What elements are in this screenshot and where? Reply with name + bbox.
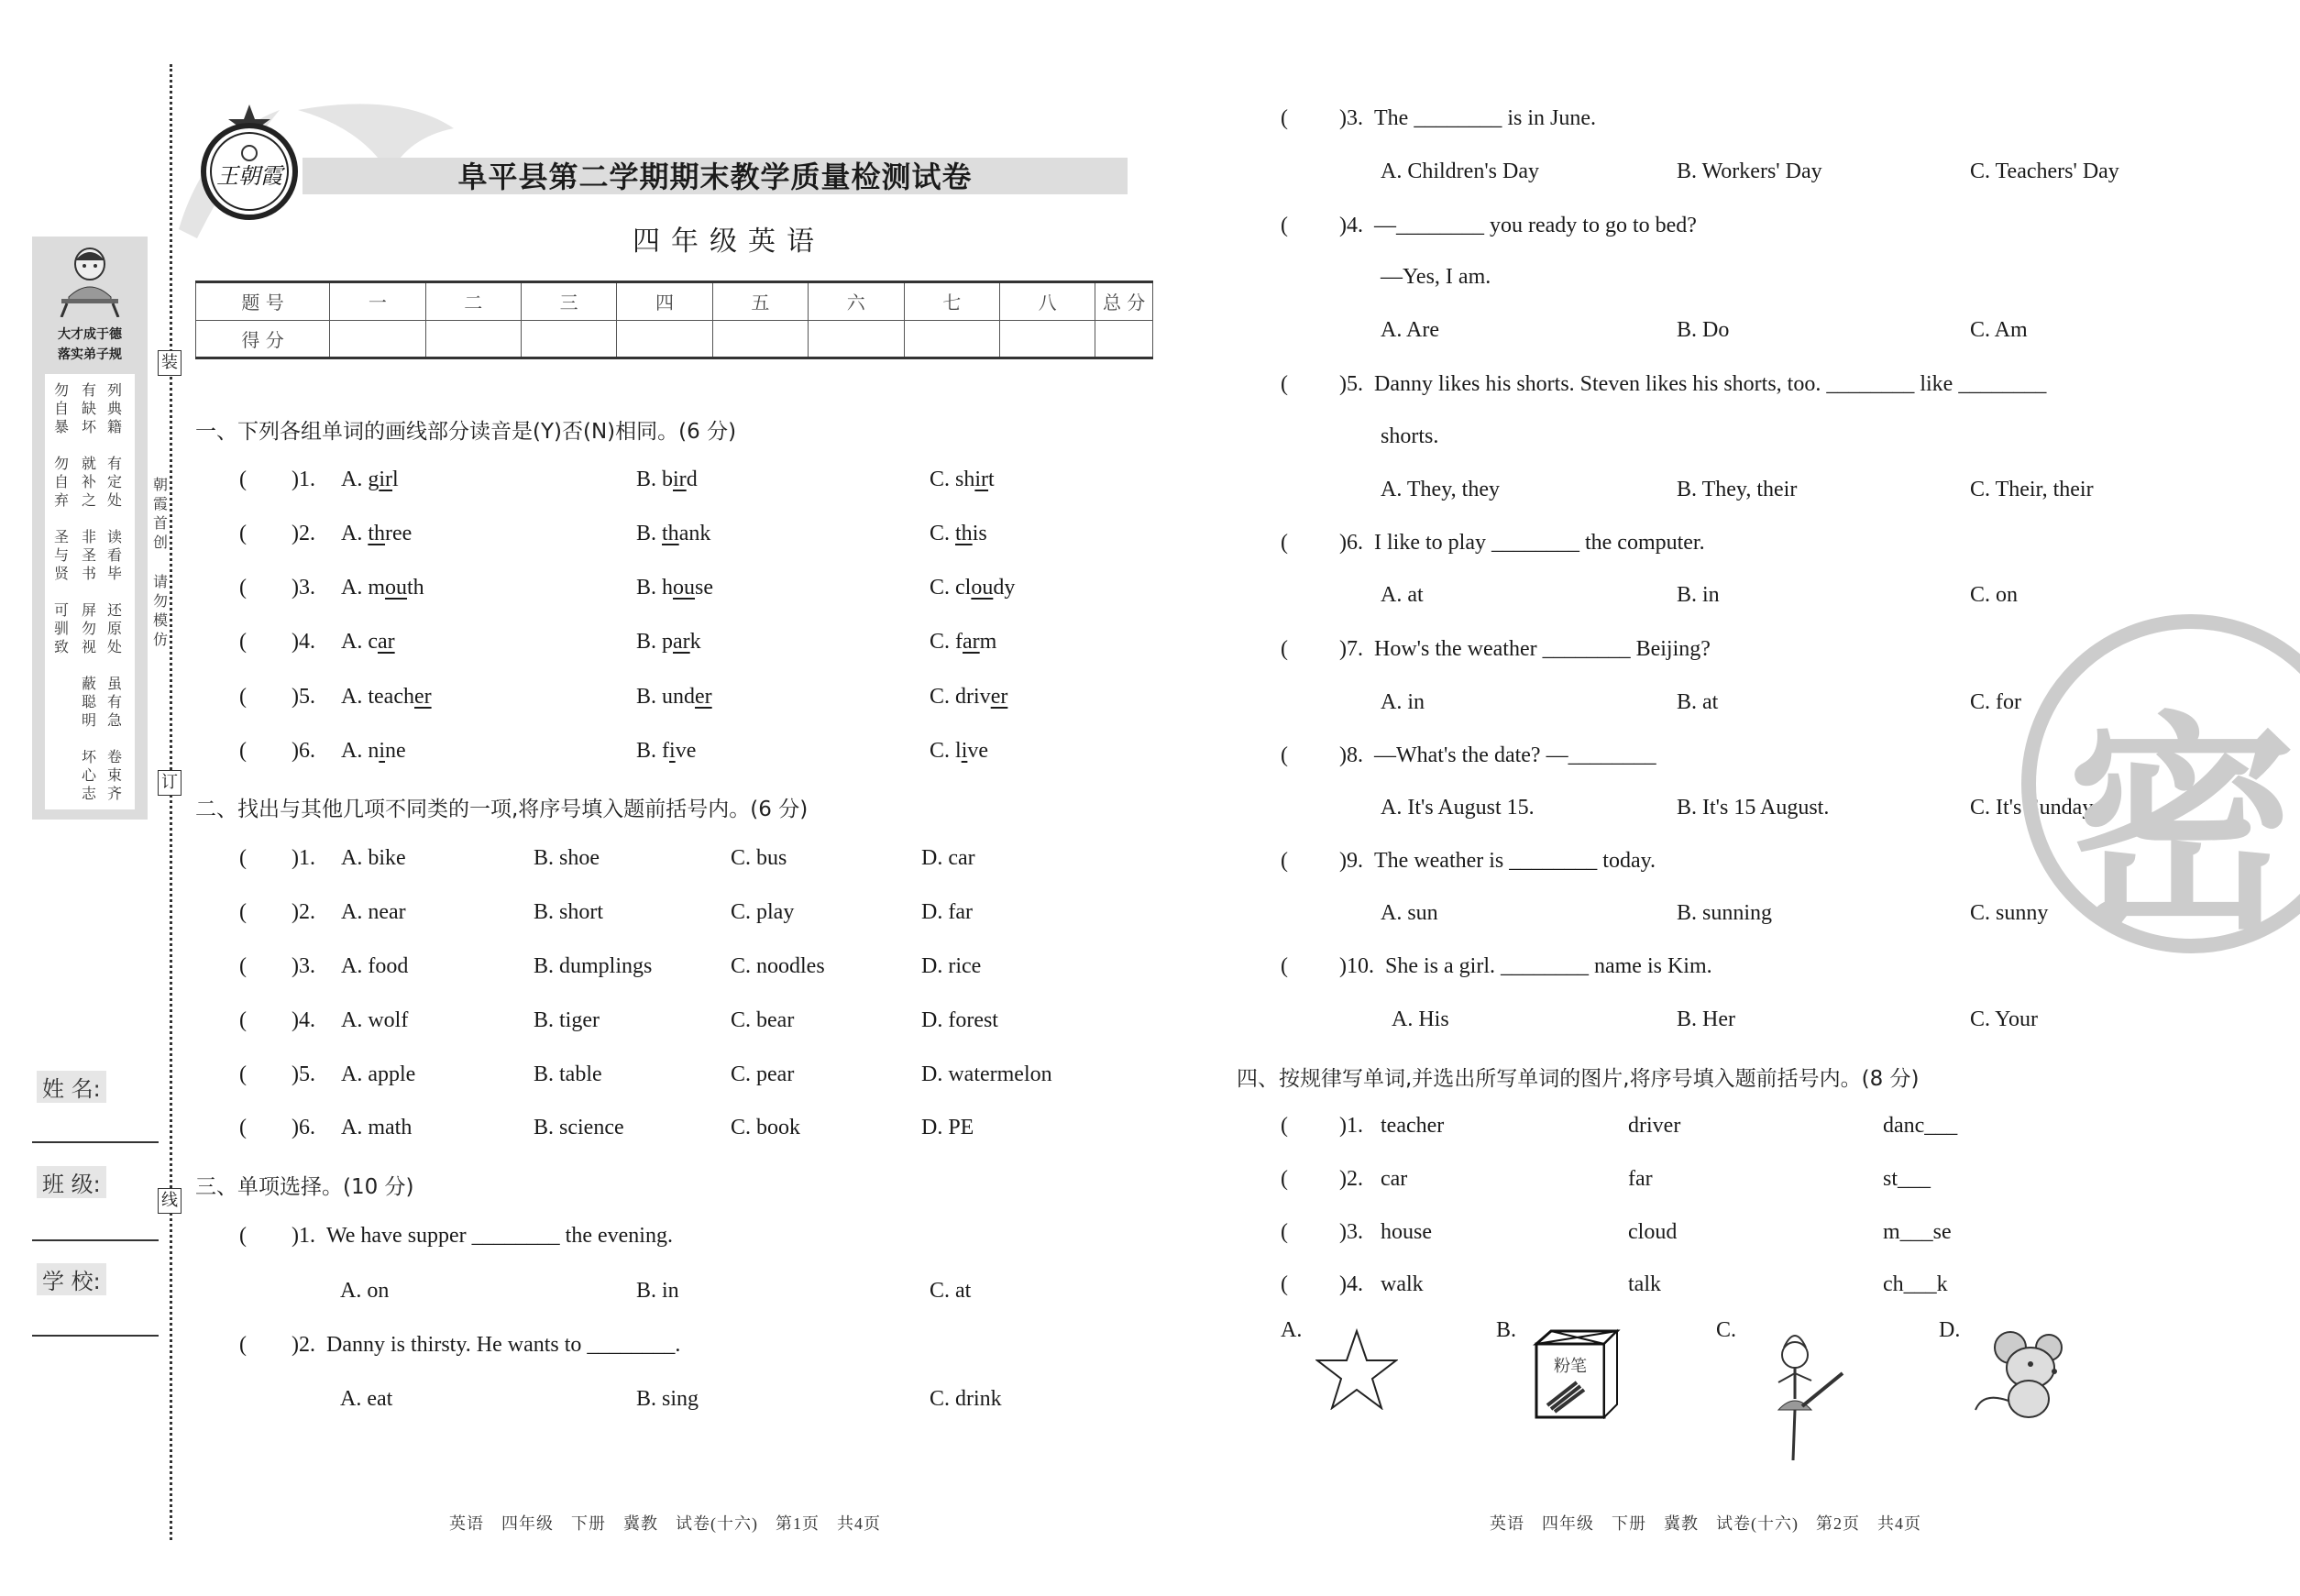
option: A. Children's Day bbox=[1381, 160, 1539, 183]
verse-line: 非圣书 bbox=[82, 528, 97, 582]
answer-bracket: ( bbox=[239, 1224, 247, 1248]
score-header-cell: 七 bbox=[904, 282, 999, 321]
option: C. noodles bbox=[731, 954, 825, 978]
answer-bracket: ( bbox=[239, 739, 247, 763]
pattern-word: talk bbox=[1628, 1272, 1661, 1296]
word-part: l bbox=[392, 468, 399, 491]
question-text: I like to play ________ the computer. bbox=[1374, 531, 1705, 555]
option: C. at bbox=[930, 1279, 972, 1303]
underlined-letters: th bbox=[955, 522, 973, 545]
option: A. apple bbox=[341, 1062, 416, 1086]
option bbox=[341, 630, 395, 655]
option: C. pear bbox=[731, 1062, 795, 1086]
option: B. sing bbox=[636, 1387, 699, 1411]
underlined-letters: er bbox=[413, 685, 432, 709]
score-header-cell: 一 bbox=[330, 282, 425, 321]
school-label: 学 校: bbox=[37, 1263, 106, 1295]
question-number: )9. bbox=[1339, 849, 1363, 873]
option bbox=[930, 468, 995, 492]
option bbox=[636, 576, 713, 600]
option: B. tiger bbox=[534, 1008, 600, 1032]
option: B. table bbox=[534, 1062, 602, 1086]
verse-line: 卷束齐 bbox=[107, 748, 123, 802]
word-to-complete: m___se bbox=[1883, 1220, 1952, 1244]
class-label: 班 级: bbox=[37, 1166, 106, 1198]
option: A. on bbox=[340, 1279, 390, 1303]
score-table bbox=[195, 281, 1153, 359]
underlined-letters: ar bbox=[673, 630, 690, 654]
option bbox=[341, 739, 406, 764]
question-number: )3. bbox=[1339, 1220, 1363, 1244]
verse-line: 虽有急 bbox=[107, 675, 123, 729]
answer-bracket: ( bbox=[1281, 1167, 1288, 1191]
option-label: C. bbox=[930, 739, 951, 763]
option-label: B. bbox=[636, 685, 657, 709]
word-part: h bbox=[662, 576, 674, 600]
score-cell[interactable] bbox=[999, 320, 1095, 358]
option: C. Your bbox=[1970, 1007, 2039, 1031]
question-number: )7. bbox=[1339, 637, 1363, 661]
option-label: C. bbox=[930, 630, 951, 654]
word-part: th bbox=[407, 576, 424, 600]
option: C. It's Sunday. bbox=[1970, 796, 2097, 820]
option: A. Are bbox=[1381, 318, 1439, 342]
score-cell[interactable] bbox=[809, 320, 904, 358]
pattern-word: house bbox=[1381, 1220, 1432, 1244]
option: A. wolf bbox=[341, 1008, 409, 1032]
option bbox=[636, 630, 701, 655]
question-number: )4. bbox=[292, 1008, 315, 1032]
question-number: )2. bbox=[292, 1333, 315, 1357]
option: C. play bbox=[731, 900, 795, 924]
question-number: )2. bbox=[292, 522, 315, 545]
verse-column bbox=[82, 381, 100, 821]
option: B. in bbox=[1677, 583, 1720, 607]
option bbox=[341, 685, 432, 710]
underlined-letters: i bbox=[669, 739, 676, 763]
picture-label: A. bbox=[1281, 1318, 1303, 1342]
option: D. forest bbox=[921, 1008, 998, 1032]
verse-line: 读看毕 bbox=[107, 528, 123, 582]
ballet-dancer-icon bbox=[1751, 1327, 1852, 1469]
pattern-word: far bbox=[1628, 1167, 1653, 1191]
answer-bracket: ( bbox=[239, 630, 247, 654]
section-2-heading: 二、找出与其他几项不同类的一项,将序号填入题前括号内。(6 分) bbox=[195, 798, 809, 821]
word-to-complete: ch___k bbox=[1883, 1272, 1948, 1296]
score-cell[interactable] bbox=[330, 320, 425, 358]
score-cell[interactable] bbox=[617, 320, 712, 358]
option-label: C. bbox=[930, 576, 951, 600]
answer-bracket: ( bbox=[1281, 637, 1288, 661]
picture-label: B. bbox=[1496, 1318, 1517, 1342]
option: C. Am bbox=[1970, 318, 2028, 342]
option: B. shoe bbox=[534, 846, 600, 870]
option: A. in bbox=[1381, 690, 1425, 714]
question-text: Danny is thirsty. He wants to ________. bbox=[326, 1333, 681, 1357]
option bbox=[341, 576, 424, 600]
underlined-letters: ou bbox=[673, 576, 696, 600]
option-label: C. bbox=[930, 685, 951, 709]
word-part: b bbox=[662, 468, 674, 491]
question-number: )6. bbox=[292, 1116, 315, 1139]
word-part: m bbox=[368, 576, 386, 600]
question-text: She is a girl. ________ name is Kim. bbox=[1385, 954, 1712, 978]
copyright-notice: 朝霞首创 bbox=[152, 476, 168, 551]
option: C. sunny bbox=[1970, 901, 2049, 925]
word-part: f bbox=[955, 630, 963, 654]
answer-bracket: ( bbox=[239, 576, 247, 600]
option: D. rice bbox=[921, 954, 982, 978]
word-to-complete: danc___ bbox=[1883, 1114, 1958, 1138]
word-part: sh bbox=[955, 468, 975, 491]
option: A. eat bbox=[340, 1387, 393, 1411]
option: B. Workers' Day bbox=[1677, 160, 1822, 183]
word-part: n bbox=[368, 739, 380, 763]
question-text: —What's the date? —________ bbox=[1374, 743, 1656, 767]
verse-line: 勿自弃 bbox=[54, 455, 70, 509]
question-number: )2. bbox=[292, 900, 315, 924]
chalk-box-icon bbox=[1531, 1327, 1623, 1424]
score-cell[interactable] bbox=[712, 320, 808, 358]
copyright-notice-2: 请勿模仿 bbox=[152, 573, 168, 648]
answer-bracket: ( bbox=[239, 1008, 247, 1032]
answer-bracket: ( bbox=[239, 1333, 247, 1357]
word-part: k bbox=[689, 630, 701, 654]
option bbox=[636, 739, 696, 764]
option: B. at bbox=[1677, 690, 1719, 714]
option-label: C. bbox=[930, 468, 951, 491]
watermark-character: 密 bbox=[2067, 693, 2296, 960]
option: C. for bbox=[1970, 690, 2021, 714]
svg-text:王朝霞: 王朝霞 bbox=[216, 163, 282, 189]
question-number: )10. bbox=[1339, 954, 1374, 978]
score-cell[interactable] bbox=[904, 320, 999, 358]
student-reading-icon bbox=[58, 244, 122, 317]
answer-bracket: ( bbox=[239, 1116, 247, 1139]
option: A. sun bbox=[1381, 901, 1438, 925]
verse-column bbox=[107, 381, 126, 821]
option bbox=[930, 630, 996, 655]
question-text: —Yes, I am. bbox=[1381, 265, 1491, 289]
option-label: B. bbox=[636, 468, 657, 491]
underlined-letters: ou bbox=[971, 576, 994, 600]
word-part: is bbox=[972, 522, 987, 545]
option-label: A. bbox=[341, 739, 363, 763]
score-value-row bbox=[196, 320, 1153, 358]
word-part: cl bbox=[955, 576, 972, 600]
pattern-word: teacher bbox=[1381, 1114, 1445, 1138]
option-label: C. bbox=[930, 522, 951, 545]
verse-line: 圣与贤 bbox=[54, 528, 70, 582]
option-label: B. bbox=[636, 739, 657, 763]
underlined-letters: i bbox=[379, 739, 386, 763]
answer-bracket: ( bbox=[1281, 849, 1288, 873]
verse-panel bbox=[45, 374, 135, 809]
answer-bracket: ( bbox=[239, 685, 247, 709]
section-4-heading: 四、按规律写单词,并选出所写单词的图片,将序号填入题前括号内。(8 分) bbox=[1237, 1067, 1920, 1091]
score-header-cell: 六 bbox=[809, 282, 904, 321]
binding-dotted-line bbox=[170, 64, 172, 1540]
option: C. on bbox=[1970, 583, 2019, 607]
score-header-row bbox=[196, 282, 1153, 321]
verse-line: 还原处 bbox=[107, 601, 123, 655]
underlined-letters: ar bbox=[963, 630, 980, 654]
answer-bracket: ( bbox=[1281, 106, 1288, 130]
option bbox=[636, 685, 712, 710]
verse-line: 勿自暴 bbox=[54, 381, 70, 435]
word-to-complete: st___ bbox=[1883, 1167, 1931, 1191]
verse-line: 坏心志 bbox=[82, 748, 97, 802]
option: B. It's 15 August. bbox=[1677, 796, 1830, 820]
option: B. short bbox=[534, 900, 604, 924]
underlined-letters: th bbox=[662, 522, 679, 545]
word-part: ve bbox=[675, 739, 697, 763]
option: C. Their, their bbox=[1970, 478, 2094, 501]
name-field[interactable] bbox=[32, 1141, 159, 1143]
option bbox=[930, 576, 1015, 600]
motto-line-2: 落实弟子规 bbox=[58, 347, 122, 362]
question-number: )5. bbox=[292, 685, 315, 709]
question-number: )3. bbox=[292, 576, 315, 600]
underlined-letters: er bbox=[695, 685, 712, 709]
answer-bracket: ( bbox=[239, 522, 247, 545]
word-part: d bbox=[686, 468, 698, 491]
option: D. PE bbox=[921, 1116, 974, 1139]
question-number: )4. bbox=[292, 630, 315, 654]
question-text: The weather is ________ today. bbox=[1374, 849, 1656, 873]
word-part: driv bbox=[955, 685, 991, 709]
binding-mark-ding: 订 bbox=[158, 770, 182, 796]
answer-bracket: ( bbox=[239, 1062, 247, 1086]
option: B. Her bbox=[1677, 1007, 1735, 1031]
section-3-heading: 三、单项选择。(10 分) bbox=[195, 1175, 414, 1199]
word-part: teach bbox=[368, 685, 414, 709]
class-field[interactable] bbox=[32, 1239, 159, 1241]
word-part: dy bbox=[993, 576, 1016, 600]
name-label: 姓 名: bbox=[37, 1071, 106, 1103]
option-label: B. bbox=[636, 576, 657, 600]
question-number: )4. bbox=[1339, 214, 1363, 237]
option: B. dumplings bbox=[534, 954, 653, 978]
answer-bracket: ( bbox=[239, 846, 247, 870]
option: A. math bbox=[341, 1116, 413, 1139]
motto-sidebar bbox=[32, 237, 148, 820]
word-part: ne bbox=[385, 739, 406, 763]
option bbox=[636, 468, 698, 492]
option: D. car bbox=[921, 846, 975, 870]
score-header-cell: 五 bbox=[712, 282, 808, 321]
word-part: ree bbox=[385, 522, 413, 545]
underlined-letters: er bbox=[990, 685, 1008, 709]
option-label: A. bbox=[341, 522, 363, 545]
option-label: A. bbox=[341, 468, 363, 491]
exam-subtitle: 四年级英语 bbox=[633, 226, 825, 258]
question-text: —________ you ready to go to bed? bbox=[1374, 214, 1697, 237]
answer-bracket: ( bbox=[1281, 1220, 1288, 1244]
answer-bracket: ( bbox=[1281, 372, 1288, 396]
question-number: )1. bbox=[292, 468, 315, 491]
verse-line: 列典籍 bbox=[107, 381, 123, 435]
question-number: )1. bbox=[1339, 1114, 1363, 1138]
verse-line: 可驯致 bbox=[54, 601, 70, 655]
option: B. in bbox=[636, 1279, 679, 1303]
mouse-icon bbox=[1974, 1327, 2074, 1424]
question-text: We have supper ________ the evening. bbox=[326, 1224, 673, 1248]
question-text: shorts. bbox=[1381, 424, 1439, 448]
question-text: Danny likes his shorts. Steven likes his shorts, too. ________ like ________ bbox=[1374, 372, 2047, 396]
score-header-cell: 八 bbox=[999, 282, 1095, 321]
option: B. Do bbox=[1677, 318, 1730, 342]
section-1-heading: 一、下列各组单词的画线部分读音是(Y)否(N)相同。(6 分) bbox=[195, 420, 737, 444]
star-icon bbox=[1315, 1327, 1398, 1414]
option-label: A. bbox=[341, 685, 363, 709]
pattern-word: walk bbox=[1381, 1272, 1424, 1296]
question-number: )4. bbox=[1339, 1272, 1363, 1296]
underlined-letters: i bbox=[961, 739, 968, 763]
question-number: )5. bbox=[1339, 372, 1363, 396]
score-cell[interactable] bbox=[425, 320, 521, 358]
score-header-cell: 总 分 bbox=[1095, 282, 1153, 321]
option bbox=[341, 468, 399, 492]
pattern-word: cloud bbox=[1628, 1220, 1678, 1244]
option: A. It's August 15. bbox=[1381, 796, 1535, 820]
word-part: m bbox=[979, 630, 997, 654]
question-number: )1. bbox=[292, 846, 315, 870]
brand-logo bbox=[197, 103, 303, 222]
word-part: ve bbox=[967, 739, 989, 763]
score-cell[interactable] bbox=[1095, 320, 1153, 358]
answer-bracket: ( bbox=[1281, 743, 1288, 767]
option bbox=[930, 739, 988, 764]
picture-label: D. bbox=[1939, 1318, 1961, 1342]
underlined-letters: ir bbox=[974, 468, 989, 491]
pattern-word: driver bbox=[1628, 1114, 1681, 1138]
answer-bracket: ( bbox=[1281, 1272, 1288, 1296]
option: C. Teachers' Day bbox=[1970, 160, 2119, 183]
question-number: )8. bbox=[1339, 743, 1363, 767]
option: A. near bbox=[341, 900, 406, 924]
question-number: )1. bbox=[292, 1224, 315, 1248]
verse-line: 有缺坏 bbox=[82, 381, 97, 435]
question-number: )5. bbox=[292, 1062, 315, 1086]
question-number: )2. bbox=[1339, 1167, 1363, 1191]
binding-mark-zhuang: 装 bbox=[158, 350, 182, 376]
underlined-letters: ou bbox=[385, 576, 408, 600]
underlined-letters: ar bbox=[378, 630, 395, 654]
answer-bracket: ( bbox=[1281, 214, 1288, 237]
verse-line: 就补之 bbox=[82, 455, 97, 509]
word-part: p bbox=[662, 630, 674, 654]
binding-mark-xian: 线 bbox=[158, 1188, 182, 1214]
question-number: )3. bbox=[1339, 106, 1363, 130]
score-header-label: 题 号 bbox=[196, 282, 330, 321]
answer-bracket: ( bbox=[1281, 531, 1288, 555]
question-text: How's the weather ________ Beijing? bbox=[1374, 637, 1711, 661]
score-header-cell: 三 bbox=[521, 282, 616, 321]
svg-text:粉笔: 粉笔 bbox=[1554, 1357, 1587, 1376]
underlined-letters: ir bbox=[673, 468, 687, 491]
option: C. book bbox=[731, 1116, 801, 1139]
option: A. They, they bbox=[1381, 478, 1500, 501]
verse-column bbox=[54, 381, 72, 675]
option: A. His bbox=[1392, 1007, 1449, 1031]
school-field[interactable] bbox=[32, 1335, 159, 1337]
underlined-letters: th bbox=[368, 522, 386, 545]
option: A. food bbox=[341, 954, 409, 978]
answer-bracket: ( bbox=[239, 468, 247, 491]
question-text: The ________ is in June. bbox=[1374, 106, 1596, 130]
option: A. at bbox=[1381, 583, 1424, 607]
word-part: f bbox=[662, 739, 670, 763]
option bbox=[636, 522, 710, 546]
score-header-cell: 二 bbox=[425, 282, 521, 321]
option-label: B. bbox=[636, 630, 657, 654]
footer-page-1: 英语 四年级 下册 冀教 试卷(十六) 第1页 共4页 bbox=[449, 1514, 881, 1533]
score-cell[interactable] bbox=[521, 320, 616, 358]
option bbox=[930, 685, 1007, 710]
option: B. They, their bbox=[1677, 478, 1798, 501]
option bbox=[341, 522, 412, 546]
question-number: )6. bbox=[1339, 531, 1363, 555]
option: A. bike bbox=[341, 846, 406, 870]
footer-page-2: 英语 四年级 下册 冀教 试卷(十六) 第2页 共4页 bbox=[1490, 1514, 1921, 1533]
exam-title: 阜平县第二学期期末教学质量检测试卷 bbox=[457, 160, 973, 194]
score-row-label: 得 分 bbox=[196, 320, 330, 358]
answer-bracket: ( bbox=[1281, 954, 1288, 978]
option: B. sunning bbox=[1677, 901, 1773, 925]
answer-bracket: ( bbox=[1281, 1114, 1288, 1138]
option-label: A. bbox=[341, 576, 363, 600]
word-part: t bbox=[988, 468, 995, 491]
verse-line: 蔽聪明 bbox=[82, 675, 97, 729]
option: D. far bbox=[921, 900, 973, 924]
option: D. watermelon bbox=[921, 1062, 1052, 1086]
picture-label: C. bbox=[1716, 1318, 1737, 1342]
word-part: ank bbox=[678, 522, 711, 545]
question-number: )6. bbox=[292, 739, 315, 763]
option-label: A. bbox=[341, 630, 363, 654]
option: B. science bbox=[534, 1116, 624, 1139]
option bbox=[930, 522, 987, 546]
answer-bracket: ( bbox=[239, 900, 247, 924]
answer-bracket: ( bbox=[239, 954, 247, 978]
word-part: c bbox=[368, 630, 378, 654]
verse-line: 有定处 bbox=[107, 455, 123, 509]
word-part: und bbox=[662, 685, 696, 709]
motto-line-1: 大才成于德 bbox=[58, 327, 122, 342]
word-part: l bbox=[955, 739, 962, 763]
option-label: B. bbox=[636, 522, 657, 545]
word-part: se bbox=[695, 576, 714, 600]
question-number: )3. bbox=[292, 954, 315, 978]
score-header-cell: 四 bbox=[617, 282, 712, 321]
option: C. bus bbox=[731, 846, 787, 870]
option: C. drink bbox=[930, 1387, 1002, 1411]
word-part: g bbox=[368, 468, 380, 491]
option: C. bear bbox=[731, 1008, 795, 1032]
verse-line: 屏勿视 bbox=[82, 601, 97, 655]
pattern-word: car bbox=[1381, 1167, 1408, 1191]
underlined-letters: ir bbox=[379, 468, 393, 491]
